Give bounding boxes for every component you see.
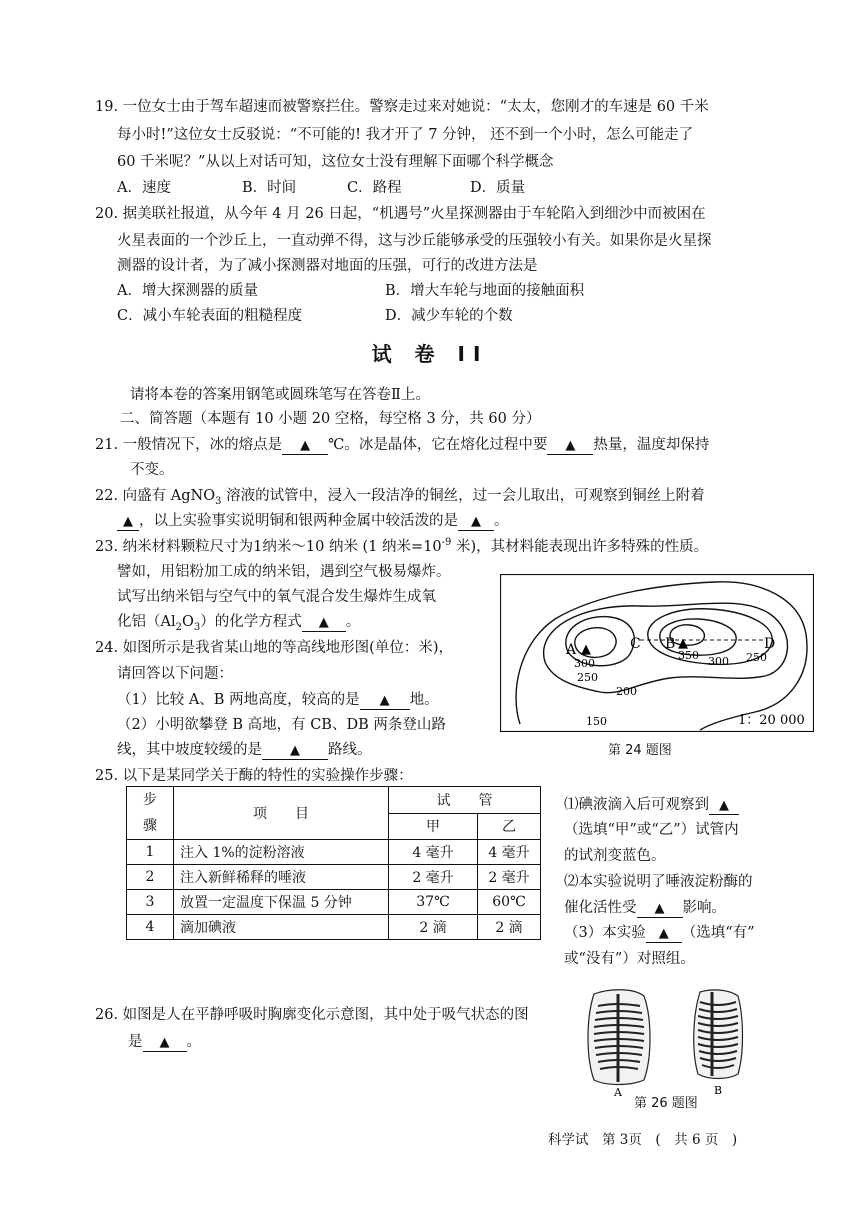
q25-sub1-text-a: ⑴碘液滴入后可观察到: [564, 797, 709, 813]
enzyme-experiment-table: [126, 786, 541, 940]
q24-line4: （2）小明欲攀登 B 高地，有 CB、DB 两条登山路: [117, 717, 446, 733]
q20-option-b: B．增大车轮与地面的接触面积: [385, 283, 585, 299]
figure-24-caption: 第 24 题图: [608, 743, 672, 758]
table-row: [127, 840, 541, 865]
page-footer: 科学试 第 3页 ( 共 6 页 ): [548, 1132, 738, 1148]
q26-line1: 26. 如图是人在平静呼吸时胸廓变化示意图，其中处于吸气状态的图: [95, 1007, 529, 1023]
figure-26-caption: 第 26 题图: [634, 1096, 698, 1111]
section-title: 试 卷 II: [371, 342, 489, 366]
q23-text-4d: 。: [345, 614, 361, 630]
q26-text-a: 是: [128, 1034, 143, 1050]
q21-answer-blank-1[interactable]: ▲: [282, 438, 328, 455]
q22-answer-blank-1[interactable]: ▲: [117, 514, 139, 531]
q24-text-5a: 线，其中坡度较缓的是: [117, 742, 262, 758]
q25-sub2-line2: [564, 896, 726, 918]
q24-answer-blank-1[interactable]: ▲: [360, 693, 410, 710]
ribcage-label-b: B: [714, 1084, 723, 1097]
q20-option-c: C．减小车轮表面的粗糙程度: [117, 308, 303, 324]
header-item: 项 目: [174, 787, 389, 840]
q26-text-b: 。: [186, 1034, 201, 1050]
map-label-c: C: [630, 636, 641, 652]
map-contour-150: 150: [586, 715, 607, 728]
q25-answer-blank-2[interactable]: ▲: [637, 901, 683, 918]
q25-sub3-text-b: （选填“有”: [681, 925, 755, 941]
q23-subscript-2: 2: [175, 621, 182, 633]
contour-map: [500, 574, 814, 732]
cell-jia: 2 毫升: [389, 865, 478, 890]
q19-option-d: D．质量: [470, 180, 526, 196]
q20-line1: 20. 据美联社报道，从今年 4 月 26 日起，“机遇号”火星探测器由于车轮陷入到细沙中而被困在: [95, 206, 706, 222]
q24-text-5b: 路线。: [328, 742, 372, 758]
q25-sub3-line2: 或“没有”）对照组。: [564, 951, 695, 967]
q24-line2: 请回答以下问题：: [117, 666, 233, 682]
q23-line2: 譬如，用铝粉加工成的纳米铝，遇到空气极易爆炸。: [117, 564, 451, 580]
q22-answer-blank-2[interactable]: ▲: [458, 514, 494, 531]
q24-line5: [117, 738, 372, 760]
q19-option-b: B．时间: [242, 180, 297, 196]
table-row: [127, 865, 541, 890]
q25-sub2-text-b: 催化活性受: [564, 900, 637, 916]
q22-line1: [95, 484, 705, 507]
q23-superscript: -9: [441, 537, 452, 549]
q21-text-2: ℃。冰是晶体，它在熔化过程中要: [328, 437, 548, 453]
section-heading: 二、简答题（本题有 10 小题 20 空格，每空格 3 分，共 60 分）: [120, 411, 541, 427]
q24-answer-blank-2[interactable]: ▲: [262, 743, 328, 760]
map-peak-b-icon: ▲: [678, 636, 688, 651]
q21-text-3: 热量，温度却保持: [593, 437, 710, 453]
q19-line3: 60 千米呢？”从以上对话可知，这位女士没有理解下面哪个科学概念: [117, 154, 554, 170]
map-contour-350: 350: [678, 649, 699, 662]
q22-text-2: 溶液的试管中，浸入一段洁净的铜丝，过一会儿取出，可观察到铜丝上附着: [221, 488, 705, 504]
map-label-b: B: [665, 636, 676, 652]
q20-line3: 测器的设计者，为了减小探测器对地面的压强，可行的改进方法是: [117, 258, 538, 274]
q22-text-3: ，以上实验事实说明铜和银两种金属中较活泼的是: [139, 513, 458, 529]
cell-step: 1: [127, 840, 174, 865]
ribcage-a-illustration: [588, 990, 650, 1085]
map-contour-300a: 300: [574, 657, 595, 670]
q24-line1: 24. 如图所示是我省某山地的等高线地形图(单位：米)，: [95, 640, 453, 656]
q23-text-4b: O: [181, 614, 194, 630]
header-tube: 试 管: [389, 787, 541, 814]
cell-step: 3: [127, 890, 174, 915]
q20-option-a: A．增大探测器的质量: [117, 283, 258, 299]
ribcage-figure: [580, 988, 755, 1098]
map-scale: 1：20 000: [738, 713, 805, 728]
q23-text-4c: ）的化学方程式: [200, 614, 302, 630]
q25-sub1-line3: 的试剂变蓝色。: [564, 848, 666, 864]
header-step-label: 步骤: [143, 792, 157, 834]
q23-text-1: 23. 纳米材料颗粒尺寸为1纳米～10 纳米 (1 纳米=10: [95, 539, 442, 555]
q24-text-3b: 地。: [409, 692, 439, 708]
cell-jia: 2 滴: [389, 915, 478, 940]
q22-text-1: 22. 向盛有 AgNO: [95, 488, 216, 504]
q24-text-3a: （1）比较 A、B 两地高度，较高的是: [117, 692, 360, 708]
q19-line1: 19. 一位女士由于驾车超速而被警察拦住。警察走过来对她说：“太太，您刚才的车速是 60 千米: [95, 99, 709, 115]
map-contour-300b: 300: [708, 655, 729, 668]
cell-item: 滴加碘液: [174, 915, 389, 940]
instruction-text: 请将本卷的答案用钢笔或圆珠笔写在答卷Ⅱ上。: [130, 387, 430, 403]
q21-line1: [95, 433, 709, 455]
cell-item: 放置一定温度下保温 5 分钟: [174, 890, 389, 915]
q25-sub2-line1: ⑵本实验说明了唾液淀粉酶的: [564, 874, 753, 890]
cell-item: 注入新鲜稀释的唾液: [174, 865, 389, 890]
cell-yi: 4 毫升: [478, 840, 541, 865]
q20-line2: 火星表面的一个沙丘上，一直动弹不得，这与沙丘能够承受的压强较小有关。如果你是火星探: [117, 233, 712, 249]
q19-option-a: A．速度: [117, 180, 171, 196]
header-step: [127, 787, 174, 840]
table-header-row: [127, 787, 541, 814]
q25-answer-blank-3[interactable]: ▲: [646, 926, 682, 943]
map-contour-250b: 250: [746, 651, 767, 664]
q25-sub1-line1: [564, 793, 739, 815]
q25-answer-blank-1[interactable]: ▲: [709, 798, 739, 815]
map-contour-200: 200: [616, 685, 637, 698]
q25-sub2-text-c: 影响。: [682, 900, 726, 916]
table-row: [127, 890, 541, 915]
q23-line4: [117, 610, 360, 633]
q23-line1: [95, 535, 708, 556]
q24-line3: [117, 688, 439, 710]
q23-text-2: 米)，其材料能表现出许多特殊的性质。: [451, 539, 709, 555]
header-yi: 乙: [478, 813, 541, 840]
cell-yi: 2 毫升: [478, 865, 541, 890]
cell-yi: 60℃: [478, 890, 541, 915]
cell-item: 注入 1%的淀粉溶液: [174, 840, 389, 865]
cell-jia: 37℃: [389, 890, 478, 915]
q26-answer-blank[interactable]: ▲: [143, 1035, 187, 1052]
header-jia: 甲: [389, 813, 478, 840]
q25-sub3-text-a: （3）本实验: [564, 925, 646, 941]
q25-sub3-line1: [564, 921, 755, 943]
cell-step: 4: [127, 915, 174, 940]
ribcage-b-illustration: [694, 990, 743, 1079]
map-label-a: A: [566, 642, 577, 658]
q23-subscript-3: 3: [193, 621, 201, 633]
q22-text-4: 。: [494, 513, 509, 529]
q21-line2: 不变。: [130, 462, 174, 478]
q22-line2: [117, 509, 509, 531]
q21-text-1: 21. 一般情况下，冰的熔点是: [95, 437, 283, 453]
q19-option-c: C．路程: [347, 180, 402, 196]
map-label-d: D: [764, 636, 776, 652]
q25-intro: 25. 以下是某同学关于酶的特性的实验操作步骤：: [95, 768, 413, 784]
q20-option-d: D．减少车轮的个数: [385, 308, 513, 324]
ribcage-label-a: A: [614, 1086, 622, 1098]
q23-text-4a: 化铝（Al: [117, 614, 176, 630]
cell-step: 2: [127, 865, 174, 890]
cell-yi: 2 滴: [478, 915, 541, 940]
cell-jia: 4 毫升: [389, 840, 478, 865]
map-contour-250a: 250: [577, 671, 598, 684]
q23-answer-blank[interactable]: ▲: [302, 615, 346, 632]
q21-answer-blank-2[interactable]: ▲: [547, 438, 593, 455]
q22-subscript: 3: [215, 495, 222, 507]
q25-sub1-line2: （选填“甲”或“乙”）试管内: [564, 822, 739, 838]
q23-line3: 试写出纳米铝与空气中的氧气混合发生爆炸生成氧: [117, 589, 436, 605]
q19-line2: 每小时!”这位女士反驳说：“不可能的! 我才开了 7 分钟， 还不到一个小时，怎么可能走了: [117, 127, 694, 143]
table-row: [127, 915, 541, 940]
map-peak-a-icon: ▲: [581, 642, 591, 657]
q26-line2: [128, 1030, 201, 1052]
